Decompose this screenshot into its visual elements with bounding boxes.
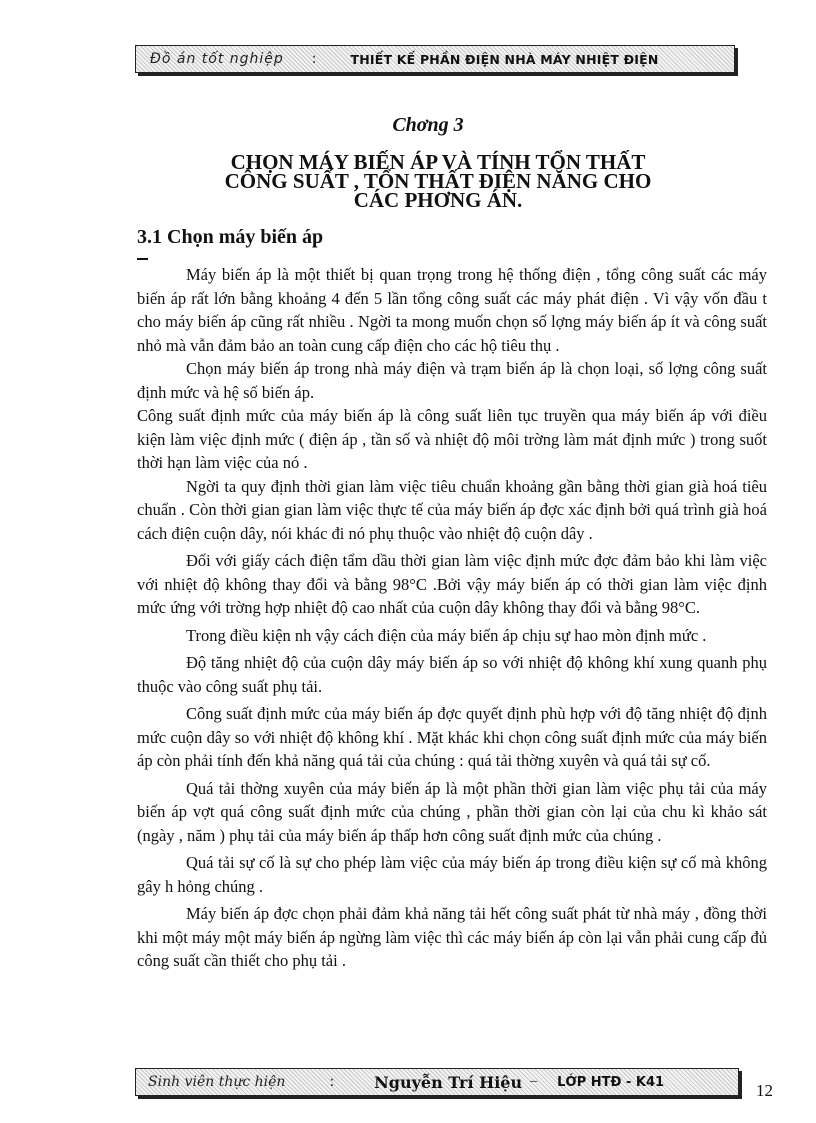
paragraph: Trong điều kiện nh vậy cách điện của máy biến áp chịu sự hao mòn định mức .	[186, 625, 707, 645]
chapter-label: Chơng 3	[392, 114, 464, 136]
paragraph: Quá tải sự cố là sự cho phép làm việc của máy biến áp trong điều kiện sự cố mà không gây h hỏng chúng .	[137, 853, 767, 896]
header-project-label: Đồ án tốt nghiệp	[150, 51, 284, 67]
paragraph: Chọn máy biến áp trong nhà máy điện và trạm biến áp là chọn loại, số lợng công suất định mức và hệ số biến áp.	[137, 359, 767, 402]
body-text	[137, 263, 767, 973]
paragraph: Độ tăng nhiệt độ của cuộn dây máy biến áp so với nhiệt độ không khí xung quanh phụ thuộc vào công suất phụ tải.	[137, 653, 767, 696]
page-footer	[135, 1068, 739, 1096]
footer-student-name: Nguyễn Trí Hiệu	[374, 1072, 523, 1092]
header-separator: :	[311, 51, 317, 67]
paragraph: Quá tải thờng xuyên của máy biến áp là một phần thời gian làm việc phụ tải của máy biến áp vợt quá công suất định mức của chúng , phần thời gian còn lại của chu kì khảo sát (ngày , năm ) phụ tải của máy biến áp thấp hơn công suất định mức của chúng .	[137, 778, 767, 845]
chapter-title-line: CHỌN MÁY BIẾN ÁP VÀ TÍNH TỔN THẤT	[230, 150, 646, 174]
section-heading: 3.1 Chọn máy biến áp	[137, 226, 324, 248]
footer-separator: :	[329, 1074, 335, 1090]
footer-class: LỚP HTĐ - K41	[557, 1074, 665, 1090]
paragraph: Đối với giấy cách điện tẩm dầu thời gian làm việc định mức đợc đảm bảo khi làm việc với nhiệt độ không thay đổi và bằng 98°C .Bởi vậy máy biến áp có thời gian làm việc định mức ứng với trờng hợp nhiệt độ cao nhất của cuộn dây không thay đổi và bằng 98°C.	[137, 551, 767, 617]
chapter-title-line: CÁC PHƠNG ÁN.	[353, 188, 523, 212]
footer-student-label: Sinh viên thực hiện	[148, 1074, 286, 1090]
chapter-title-line: CÔNG SUẤT , TỔN THẤT ĐIỆN NĂNG CHO	[224, 169, 652, 193]
page-header	[135, 45, 735, 73]
chapter-title	[0, 150, 816, 212]
page-number: 12	[756, 1081, 773, 1100]
paragraph: Công suất định mức của máy biến áp là công suất liên tục truyền qua máy biến áp với điều kiện làm việc định mức ( điện áp , tần số và nhiệt độ môi trờng làm mát định mức ) trong suốt thời hạn làm việc của nó .	[137, 406, 767, 472]
header-project-title: THIẾT KẾ PHẦN ĐIỆN NHÀ MÁY NHIỆT ĐIỆN	[350, 51, 659, 67]
footer-dash: _	[530, 1069, 538, 1084]
paragraph: Máy biến áp đợc chọn phải đảm khả năng tải hết công suất phát từ nhà máy , đồng thời khi một máy một máy biến áp ngừng làm việc thì các máy biến áp còn lại vẫn phải cung cấp đủ công suất cần thiết cho phụ tải .	[137, 904, 767, 970]
paragraph: Ngời ta quy định thời gian làm việc tiêu chuẩn khoảng gần bằng thời gian già hoá tiêu chuẩn . Còn thời gian gian làm việc thực tế của máy biến áp đợc xác định bởi quá trình già hoá cách điện cuộn dây, nói khác đi nó phụ thuộc vào nhiệt độ cuộn dây .	[137, 476, 767, 543]
paragraph: Công suất định mức của máy biến áp đợc quyết định phù hợp với độ tăng nhiệt độ định mức cuộn dây so với nhiệt độ không khí . Mặt khác khi chọn công suất định mức của máy biến áp còn phải tính đến khả năng quá tải của chúng : quá tải thờng xuyên và quá tải sự cố.	[137, 704, 767, 770]
paragraph: Máy biến áp là một thiết bị quan trọng trong hệ thống điện , tổng công suất các máy biến áp rất lớn bằng khoảng 4 đến 5 lần tổng công suất các máy phát điện . Vì vậy vốn đầu t cho máy biến áp cũng rất nhiều . Ngời ta mong muốn chọn số lợng máy biến áp ít và công suất nhỏ mà vẫn đảm bảo an toàn cung cấp điện cho các hộ tiêu thụ .	[137, 265, 767, 355]
dash-mark	[137, 258, 148, 260]
